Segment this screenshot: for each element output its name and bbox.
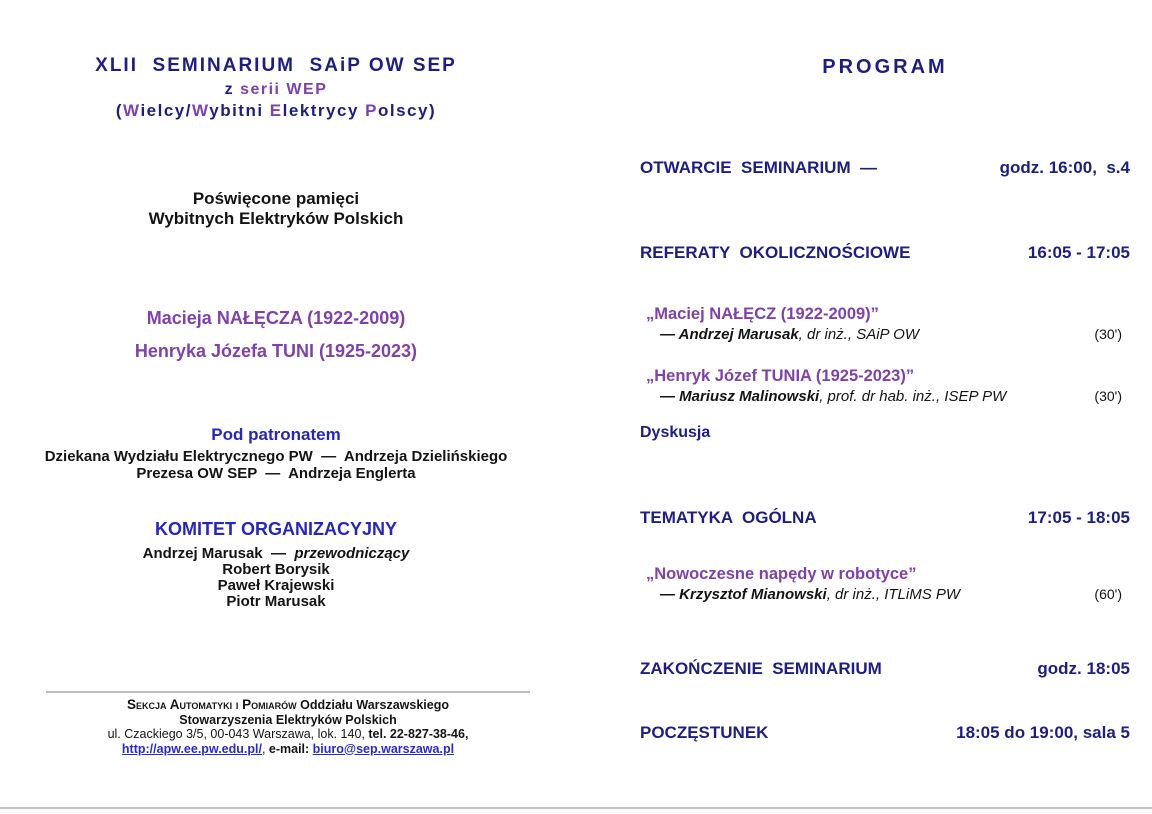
seg: W [191, 101, 210, 120]
schedule-time: 17:05 - 18:05 [1027, 508, 1130, 527]
chair-role: przewodniczący [294, 545, 410, 562]
schedule-row-closing [640, 659, 1130, 679]
speaker-name [660, 326, 799, 343]
committee-member: Robert Borysik [222, 561, 330, 578]
talk-speaker [660, 326, 919, 344]
talk-entry [640, 366, 1130, 406]
organizer-name-line [36, 698, 540, 713]
speaker-dash: — [660, 326, 679, 343]
patronage-heading: Pod patronatem [211, 425, 341, 444]
speaker-name-text: Andrzej Marusak [678, 326, 799, 343]
address-text: ul. Czackiego 3/5, 00-043 Warszawa, lok. 140, [107, 727, 369, 741]
organizer-association: Stowarzyszenia Elektryków Polskich [179, 712, 397, 727]
schedule-row-refreshments [640, 723, 1130, 743]
subtitle-prefix: z [224, 81, 241, 98]
talk-speaker-row [640, 586, 1130, 604]
talk-speaker [660, 586, 960, 604]
footer-divider [46, 691, 530, 693]
seg: olscy) [377, 101, 437, 120]
honoree-name: Macieja NAŁĘCZA (1922-2009) [146, 308, 406, 328]
website-link[interactable]: http://apw.ee.pw.edu.pl/ [121, 741, 262, 756]
honoree-name: Henryka Józefa TUNI (1925-2023) [134, 341, 418, 361]
schedule-label: REFERATY OKOLICZNOŚCIOWE [640, 243, 911, 262]
seg: P [365, 101, 378, 120]
seg: E [269, 101, 283, 120]
schedule-label: ZAKOŃCZENIE SEMINARIUM [640, 659, 882, 678]
organizer-footer [36, 691, 540, 756]
seminar-title: XLII SEMINARIUM SAiP OW SEP [95, 55, 457, 76]
chair-separator: — [262, 545, 295, 562]
speaker-dash: — [660, 586, 680, 603]
schedule-time: 16:05 - 17:05 [1027, 243, 1130, 262]
organizer-branch: Oddziału Warszawskiego [296, 698, 450, 712]
speaker-details: , prof. dr hab. inż., ISEP PW [819, 388, 1007, 405]
organizer-contact-line [36, 742, 540, 757]
schedule-label: OTWARCIE SEMINARIUM — [640, 158, 878, 177]
link-separator: , [261, 741, 269, 756]
seg: ybitni [209, 101, 270, 120]
seg: W [123, 101, 141, 120]
dedication-line: Poświęcone pamięci [192, 189, 360, 208]
speaker-name-text: Krzysztof Mianowski [679, 586, 827, 603]
talk-entry [640, 564, 1130, 604]
seminar-subtitle [16, 79, 536, 100]
patron-line: Prezesa OW SEP — Andrzeja Englerta [136, 465, 416, 482]
seminar-title-block [16, 54, 536, 122]
schedule-row-opening [640, 158, 1130, 178]
seg: ( [115, 101, 124, 120]
talk-title: „Nowoczesne napędy w robotyce” [646, 565, 917, 583]
organizer-section-name: Sekcja Automatyki i Pomiarów [126, 697, 297, 712]
schedule-time: godz. 18:05 [1037, 659, 1130, 678]
patron-line: Dziekana Wydziału Elektrycznego PW — Andrzeja Dzielińskiego [44, 448, 508, 465]
talk-entry [640, 304, 1130, 344]
program-heading: PROGRAM [822, 56, 948, 78]
committee-heading: KOMITET ORGANIZACYJNY [154, 519, 397, 539]
talk-speaker-row [640, 388, 1130, 406]
seg: lektrycy [282, 101, 366, 120]
schedule-label: POCZĘSTUNEK [640, 723, 769, 742]
talk-speaker-row [640, 326, 1130, 344]
phone-number: tel. 22-827-38-46, [368, 727, 469, 741]
discussion-label: Dyskusja [640, 424, 711, 441]
page-bottom-edge [0, 807, 1152, 814]
committee-block [16, 517, 536, 610]
committee-member: Piotr Marusak [226, 593, 326, 610]
speaker-name [660, 388, 819, 405]
schedule-label: TEMATYKA OGÓLNA [640, 508, 817, 527]
committee-chair [16, 546, 536, 562]
schedule-time: godz. 16:00, s.4 [999, 158, 1130, 177]
talk-title: „Maciej NAŁĘCZ (1922-2009)” [646, 305, 879, 323]
talk-title: „Henryk Józef TUNIA (1925-2023)” [646, 367, 915, 385]
talk-duration: (30') [1094, 388, 1122, 404]
schedule-row-lectures [640, 243, 1130, 263]
honorees-block [16, 302, 536, 368]
patronage-block [8, 423, 544, 482]
speaker-dash: — [660, 388, 680, 405]
organizer-address-line [36, 727, 540, 742]
schedule-time: 18:05 do 19:00, sala 5 [956, 723, 1130, 742]
committee-member: Paweł Krajewski [217, 577, 335, 594]
schedule-row-general-topics [640, 508, 1130, 528]
seminar-subtitle-expansion [16, 100, 536, 122]
talk-duration: (60') [1094, 586, 1122, 602]
speaker-details: , dr inż., SAiP OW [798, 326, 919, 343]
dedication-line: Wybitnych Elektryków Polskich [148, 209, 404, 228]
dedication-block [16, 189, 536, 229]
program-column [576, 0, 1152, 814]
talk-speaker [660, 388, 1006, 406]
speaker-details: , dr inż., ITLiMS PW [826, 586, 961, 603]
email-link[interactable]: biuro@sep.warszawa.pl [312, 741, 455, 756]
speaker-name [660, 586, 827, 603]
seg: ielcy/ [140, 101, 192, 120]
chair-name: Andrzej Marusak [142, 545, 263, 562]
speaker-name-text: Mariusz Malinowski [679, 388, 820, 405]
email-label: e-mail: [268, 741, 313, 756]
talk-duration: (30') [1094, 326, 1122, 342]
subtitle-series: serii WEP [240, 81, 328, 98]
